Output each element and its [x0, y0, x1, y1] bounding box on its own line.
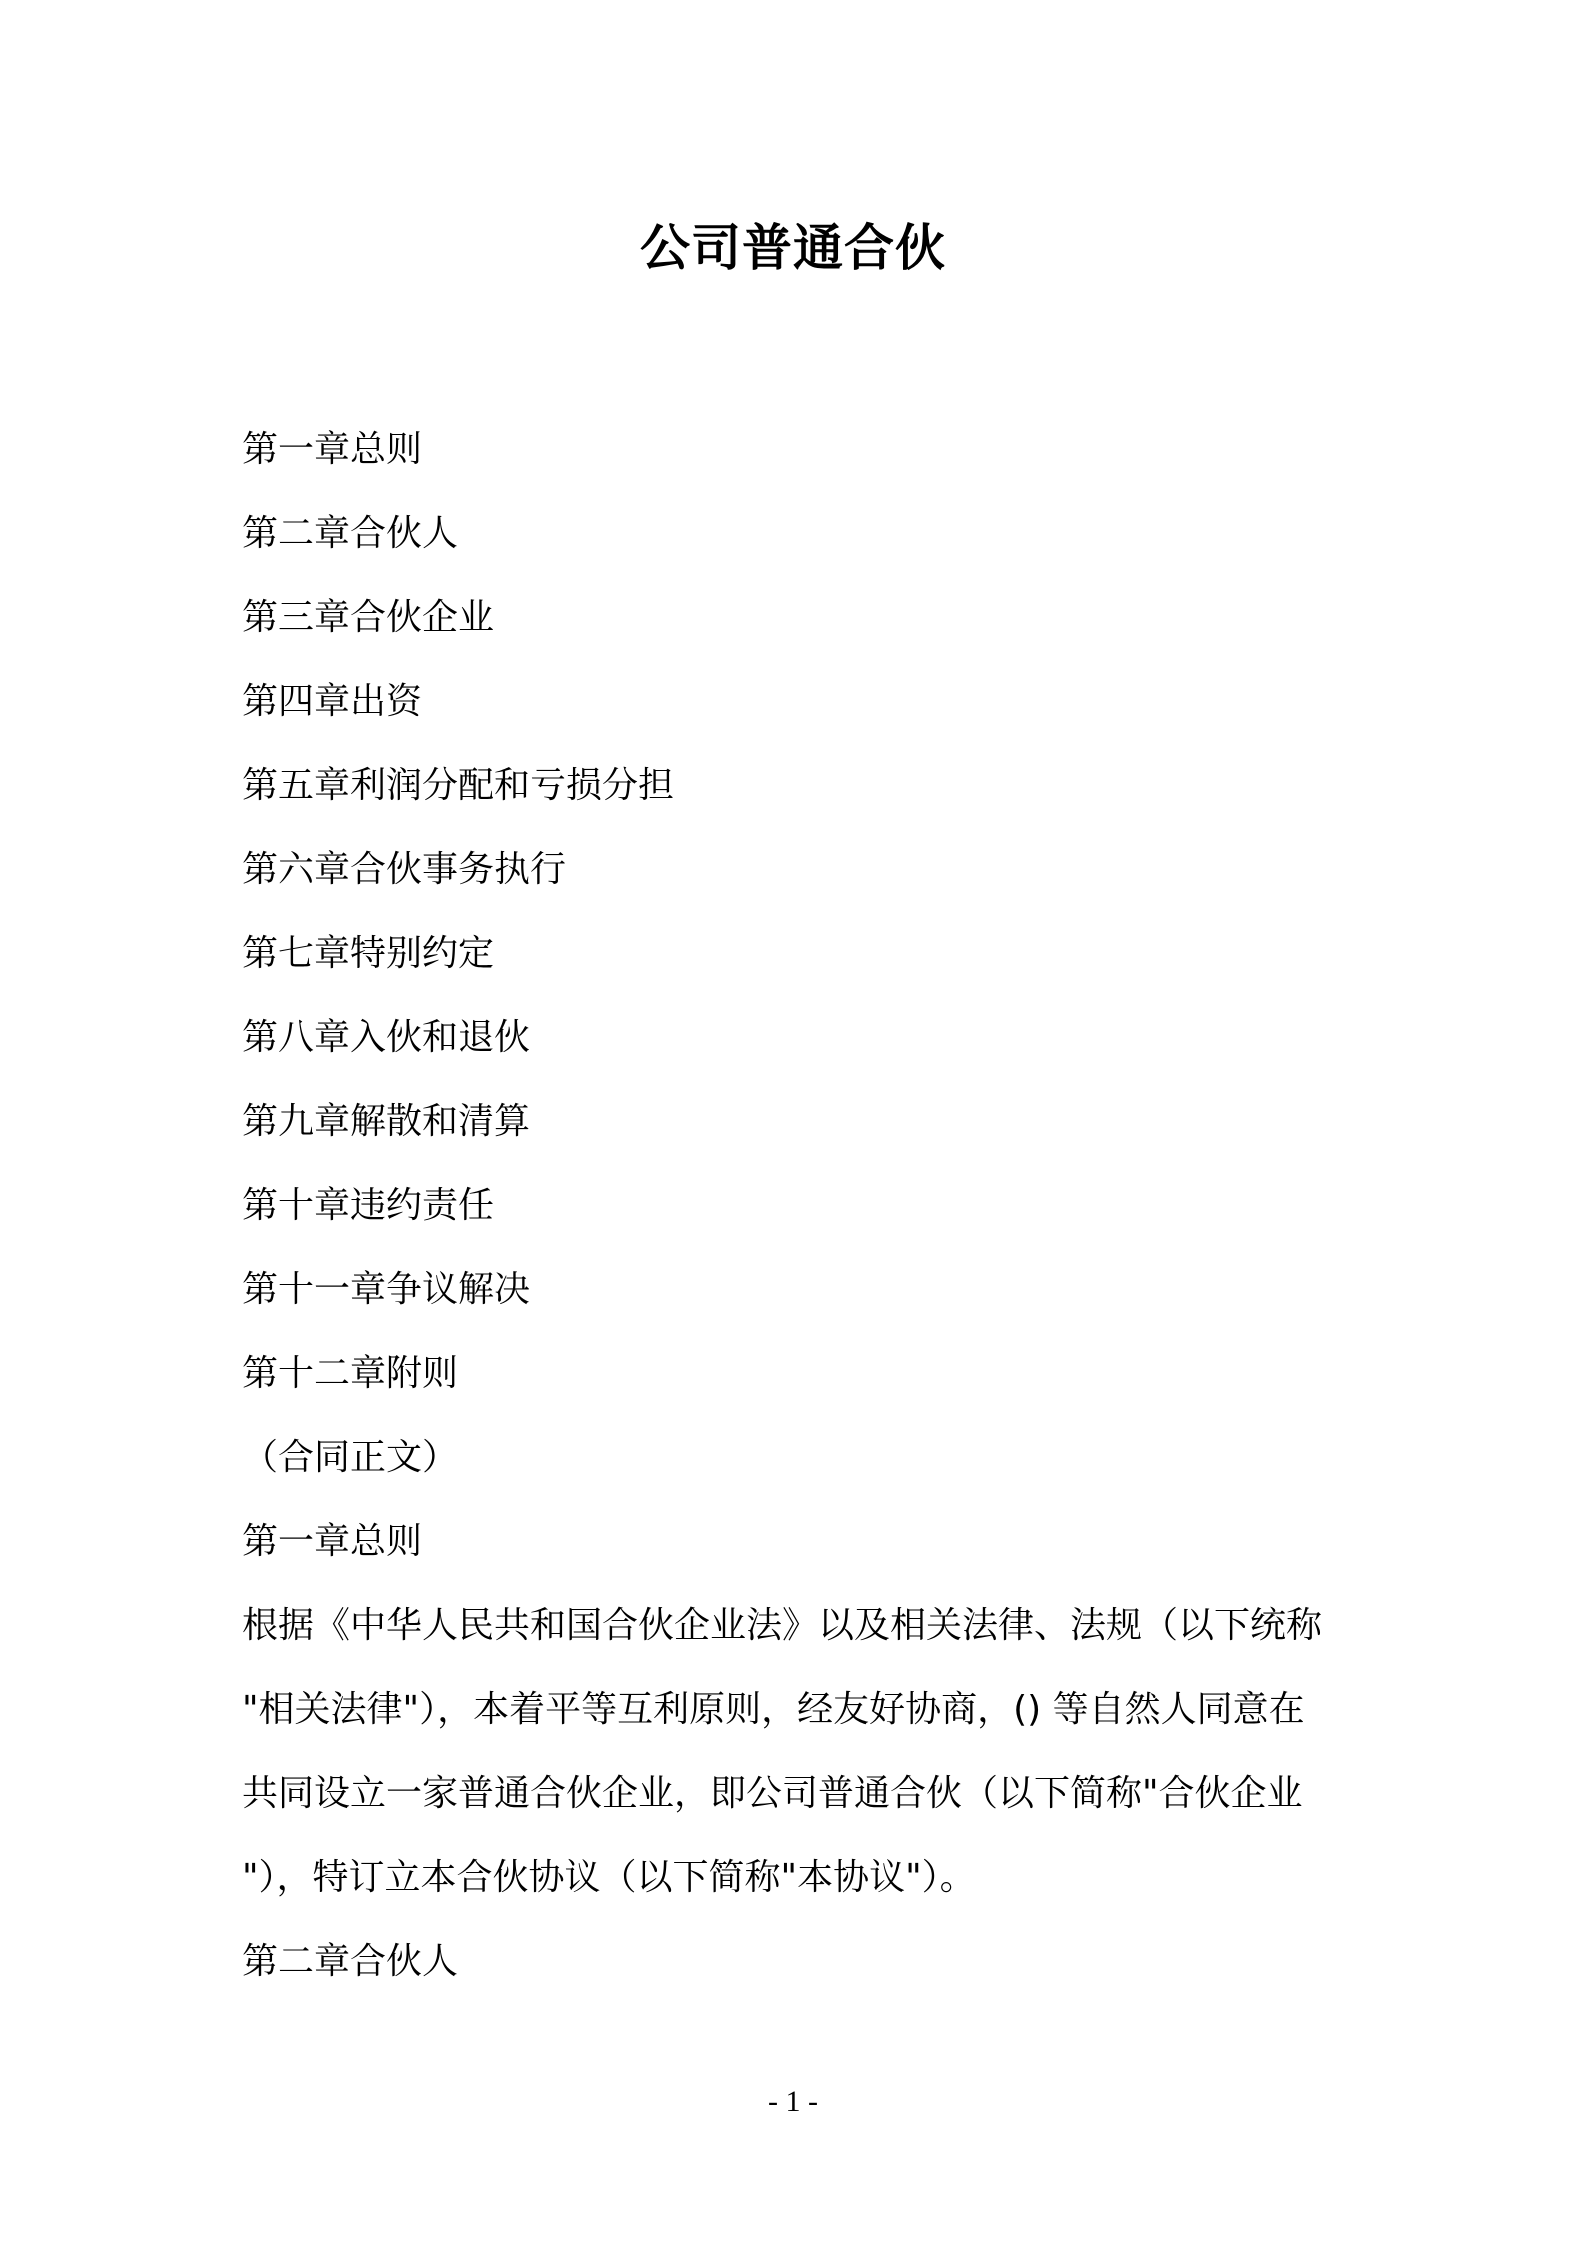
toc-item-5: 第五章利润分配和亏损分担 [242, 765, 675, 806]
toc-item-12: 第十二章附则 [242, 1353, 459, 1394]
toc-item-4: 第四章出资 [242, 681, 423, 722]
paragraph-line: 共同设立一家普通合伙企业，即公司普通合伙（以下简称"合伙企业 [242, 1773, 1303, 1814]
toc-item-9: 第九章解散和清算 [242, 1101, 531, 1142]
paragraph-line: 根据《中华人民共和国合伙企业法》以及相关法律、法规（以下统称 [242, 1605, 1323, 1646]
chapter-1-heading: 第一章总则 [242, 1521, 423, 1562]
toc-item-7: 第七章特别约定 [242, 933, 495, 974]
page-number: - 1 - [768, 2085, 818, 2118]
toc-item-8: 第八章入伙和退伙 [242, 1017, 531, 1058]
paragraph-line: "），特订立本合伙协议（以下简称"本协议"）。 [242, 1857, 976, 1898]
toc-item-6: 第六章合伙事务执行 [242, 849, 567, 890]
toc-item-10: 第十章违约责任 [242, 1185, 495, 1226]
chapter-2-heading: 第二章合伙人 [242, 1941, 459, 1982]
paragraph-line: "相关法律"），本着平等互利原则，经友好协商，() 等自然人同意在 [242, 1689, 1305, 1730]
toc-item-1: 第一章总则 [242, 429, 423, 470]
toc-item-3: 第三章合伙企业 [242, 597, 495, 638]
chapter-1-paragraph [242, 1584, 1362, 1920]
body-label: （合同正文） [242, 1437, 459, 1478]
document-body [242, 408, 1362, 2004]
document-title: 公司普通合伙 [640, 219, 946, 277]
toc-item-11: 第十一章争议解决 [242, 1269, 531, 1310]
toc-item-2: 第二章合伙人 [242, 513, 459, 554]
